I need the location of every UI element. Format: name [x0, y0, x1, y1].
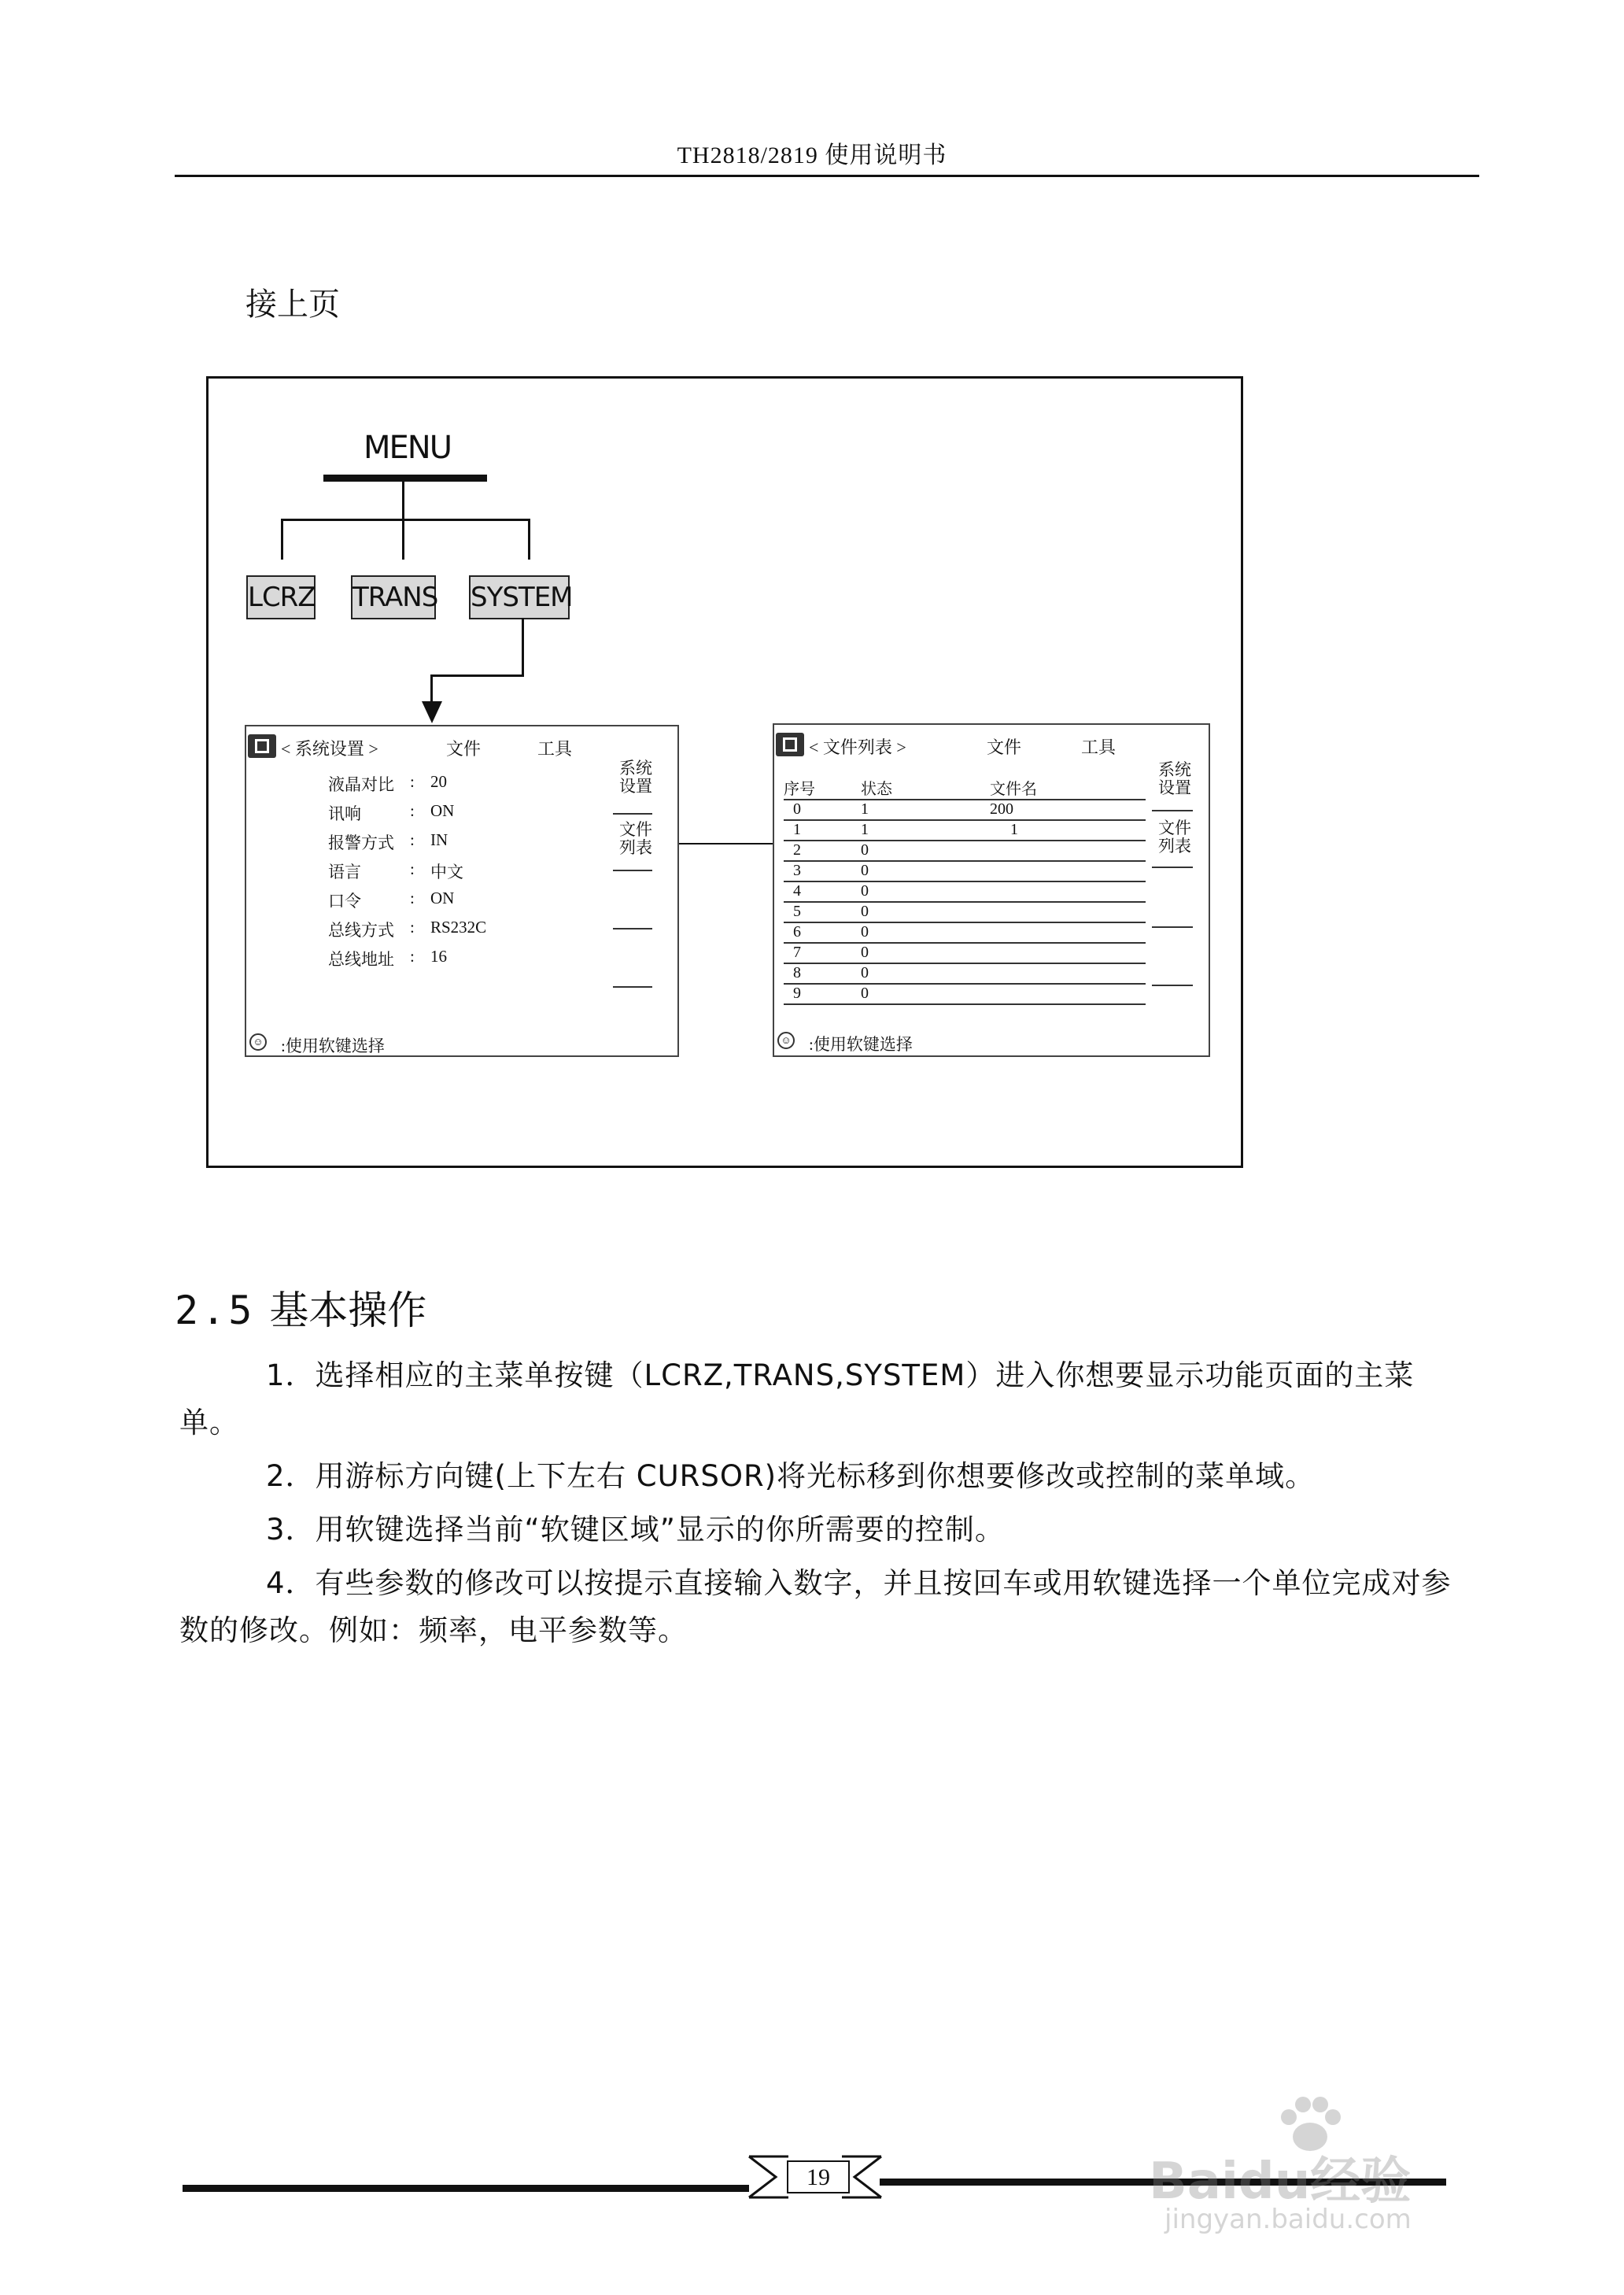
page-number: 19: [787, 2160, 850, 2193]
table-cell: 0: [861, 922, 990, 943]
column-header: 状态: [861, 780, 990, 800]
column-header: 文件名: [990, 780, 1146, 800]
softkey-system-settings: 系统 设置: [619, 759, 652, 796]
paragraph: 1．选择相应的主菜单按键（LCRZ,TRANS,SYSTEM）进入你想要显示功能页面的主菜单。: [179, 1358, 1415, 1439]
table-cell: 200: [990, 800, 1146, 820]
table-cell: 0: [861, 963, 990, 984]
tab-system-settings: < 系统设置 >: [281, 739, 378, 759]
table-cell: 1: [861, 820, 990, 841]
setting-value: 中文: [430, 863, 463, 881]
connector: [402, 481, 404, 560]
menu-label: MENU: [364, 430, 451, 466]
softkey-divider: [613, 813, 652, 815]
connector: [281, 519, 529, 521]
tab-file: 文件: [446, 739, 482, 759]
paragraph: 3．用软键选择当前“软键区域”显示的你所需要的控制。: [266, 1513, 1005, 1547]
tab-tools: 工具: [537, 739, 573, 759]
setting-colon: :: [410, 801, 415, 820]
tab-tools: 工具: [1081, 737, 1116, 757]
table-cell: 0: [784, 800, 861, 820]
table-row: [784, 922, 1146, 943]
watermark-url: jingyan.baidu.com: [1164, 2204, 1412, 2235]
table-cell: 1: [990, 820, 1146, 841]
setting-label: 报警方式: [328, 833, 394, 852]
table-cell: 8: [784, 963, 861, 984]
table-cell: [990, 943, 1146, 963]
table-row: [784, 881, 1146, 902]
setting-label: 讯响: [328, 804, 361, 823]
system-settings-screen: [245, 725, 679, 1057]
table-row: [784, 800, 1146, 820]
table-cell: 0: [861, 984, 990, 1004]
setting-value: 20: [430, 772, 447, 791]
softkey-divider: [1152, 810, 1193, 811]
setting-label: 液晶对比: [328, 775, 394, 794]
softkey-system-settings: 系统 设置: [1158, 760, 1191, 797]
setting-colon: :: [410, 772, 415, 791]
table-cell: 4: [784, 881, 861, 902]
table-cell: [990, 881, 1146, 902]
menu-bar: [323, 475, 487, 482]
system-button: SYSTEM: [469, 575, 570, 619]
softkey-divider: [613, 986, 652, 988]
table-cell: 3: [784, 861, 861, 881]
tab-file: 文件: [987, 737, 1022, 757]
paragraph: 4．有些参数的修改可以按提示直接输入数字，并且按回车或用软键选择一个单位完成对参数的修改。例如：频率，电平参数等。: [179, 1566, 1452, 1647]
file-list-screen: [773, 723, 1210, 1057]
section-number: 2.5: [175, 1288, 256, 1333]
smile-icon: ☺: [777, 1032, 795, 1049]
header-rule: [175, 175, 1479, 177]
table-cell: 0: [861, 943, 990, 963]
instrument-logo-icon: [776, 733, 804, 756]
table-header-row: [784, 780, 1146, 800]
table-row: [784, 943, 1146, 963]
setting-colon: :: [410, 889, 415, 907]
file-table: [784, 780, 1146, 1005]
connector: [281, 519, 283, 560]
setting-label: 总线方式: [328, 921, 394, 940]
softkey-divider: [613, 870, 652, 871]
setting-label: 总线地址: [328, 950, 394, 969]
connector: [528, 519, 530, 560]
connector: [522, 618, 524, 676]
lcrz-button: LCRZ: [246, 575, 316, 619]
instrument-logo-icon: [248, 734, 276, 758]
table-cell: 9: [784, 984, 861, 1004]
table-cell: 0: [861, 861, 990, 881]
table-cell: 0: [861, 841, 990, 861]
status-hint: :使用软键选择: [281, 1037, 385, 1055]
status-hint: :使用软键选择: [809, 1035, 913, 1054]
document-header-title: TH2818/2819 使用说明书: [677, 142, 947, 168]
setting-colon: :: [410, 830, 415, 849]
softkey-divider: [613, 928, 652, 929]
arrow-down-icon: [422, 701, 442, 723]
table-row: [784, 820, 1146, 841]
table-cell: 1: [861, 800, 990, 820]
setting-label: 语言: [328, 863, 361, 881]
softkey-divider: [1152, 867, 1193, 868]
setting-value: IN: [430, 830, 448, 849]
table-cell: [990, 841, 1146, 861]
table-cell: 5: [784, 902, 861, 922]
setting-colon: :: [410, 918, 415, 937]
watermark-brand: Baidu经验: [1149, 2153, 1412, 2211]
trans-button: TRANS: [351, 575, 436, 619]
baidu-jingyan-watermark: [1149, 2078, 1558, 2235]
setting-value: ON: [430, 889, 455, 907]
table-cell: [990, 922, 1146, 943]
table-cell: 6: [784, 922, 861, 943]
table-cell: 0: [861, 902, 990, 922]
table-cell: 7: [784, 943, 861, 963]
setting-colon: :: [410, 859, 415, 878]
setting-colon: :: [410, 947, 415, 966]
smile-icon: ☺: [249, 1033, 267, 1051]
table-row: [784, 984, 1146, 1004]
table-cell: 1: [784, 820, 861, 841]
table-cell: [990, 902, 1146, 922]
setting-value: RS232C: [430, 918, 487, 937]
softkey-file-list: 文件 列表: [619, 820, 652, 857]
connector: [679, 843, 781, 844]
setting-value: 16: [430, 947, 447, 966]
table-cell: [990, 984, 1146, 1004]
menu-structure-diagram: [206, 376, 1243, 1168]
table-cell: [990, 963, 1146, 984]
paragraph: 2．用游标方向键(上下左右 CURSOR)将光标移到你想要修改或控制的菜单域。: [266, 1459, 1316, 1493]
section-title: 基本操作: [269, 1288, 427, 1333]
table-row: [784, 963, 1146, 984]
tab-file-list: < 文件列表 >: [809, 737, 906, 757]
setting-label: 口令: [328, 892, 361, 911]
section-heading: [175, 1279, 426, 1336]
table-cell: 0: [861, 881, 990, 902]
softkey-divider: [1152, 926, 1193, 928]
continued-note: 接上页: [245, 286, 340, 322]
table-row: [784, 841, 1146, 861]
table-row: [784, 861, 1146, 881]
table-cell: [990, 861, 1146, 881]
table-cell: 2: [784, 841, 861, 861]
footer-rule-left: [183, 2185, 749, 2192]
softkey-divider: [1152, 985, 1193, 986]
setting-value: ON: [430, 801, 455, 820]
table-row: [784, 902, 1146, 922]
softkey-file-list: 文件 列表: [1158, 819, 1191, 856]
connector: [430, 674, 524, 677]
column-header: 序号: [784, 780, 861, 800]
